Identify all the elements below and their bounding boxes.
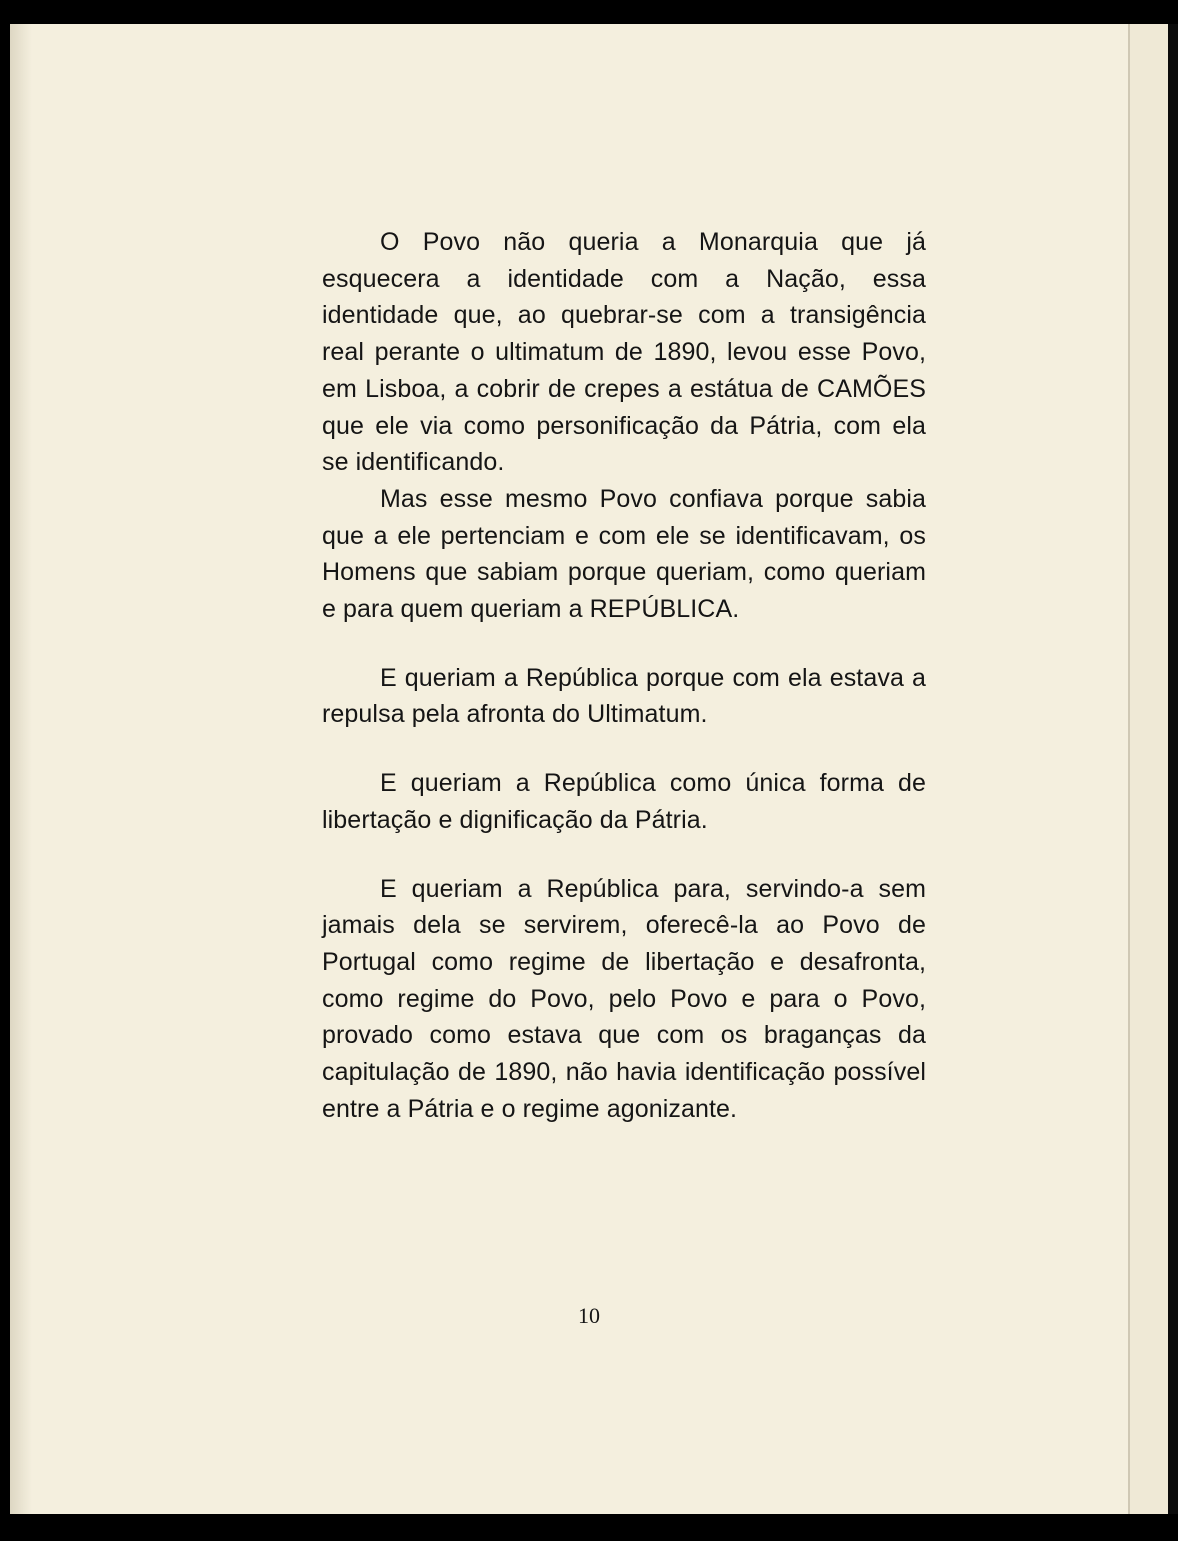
paragraph: E queriam a República porque com ela estava a repulsa pela afronta do Ultimatum. — [322, 663, 926, 729]
paragraph: E queriam a República como única forma de libertação e dignificação da Pátria. — [322, 769, 926, 834]
scan-border-right — [1168, 24, 1178, 1514]
page-number: 10 — [578, 1303, 600, 1328]
paragraph: O Povo não queria a Monarquia que já esquecera a identidade com a Nação, essa identidade que, ao quebrar-se com a transigência real perante o ultimatum de 1890, levou esse Povo, em Lisboa, a cobrir de crepes a estátua de CAMÕES que ele via como personificação da Pátria, com ela se identificando. — [322, 228, 926, 477]
page-fold-shadow — [10, 24, 32, 1514]
adjacent-page-edge — [1128, 24, 1170, 1514]
paragraph: E queriam a República para, servindo-a sem jamais dela se servirem, oferecê-la ao Povo de Portugal como regime de libertação e desafronta, como regime do Povo, pelo Povo e para o Povo, provado como estava que com os braganças da capitulação de 1890, não havia identificação possível entre a Pátria e o regime agonizante. — [322, 874, 926, 1123]
paragraph: Mas esse mesmo Povo confiava porque sabia que a ele pertenciam e com ele se identificavam, os Homens que sabiam porque queriam, como queriam e para quem queriam a REPÚBLICA. — [322, 484, 926, 624]
body-text — [322, 224, 926, 1127]
